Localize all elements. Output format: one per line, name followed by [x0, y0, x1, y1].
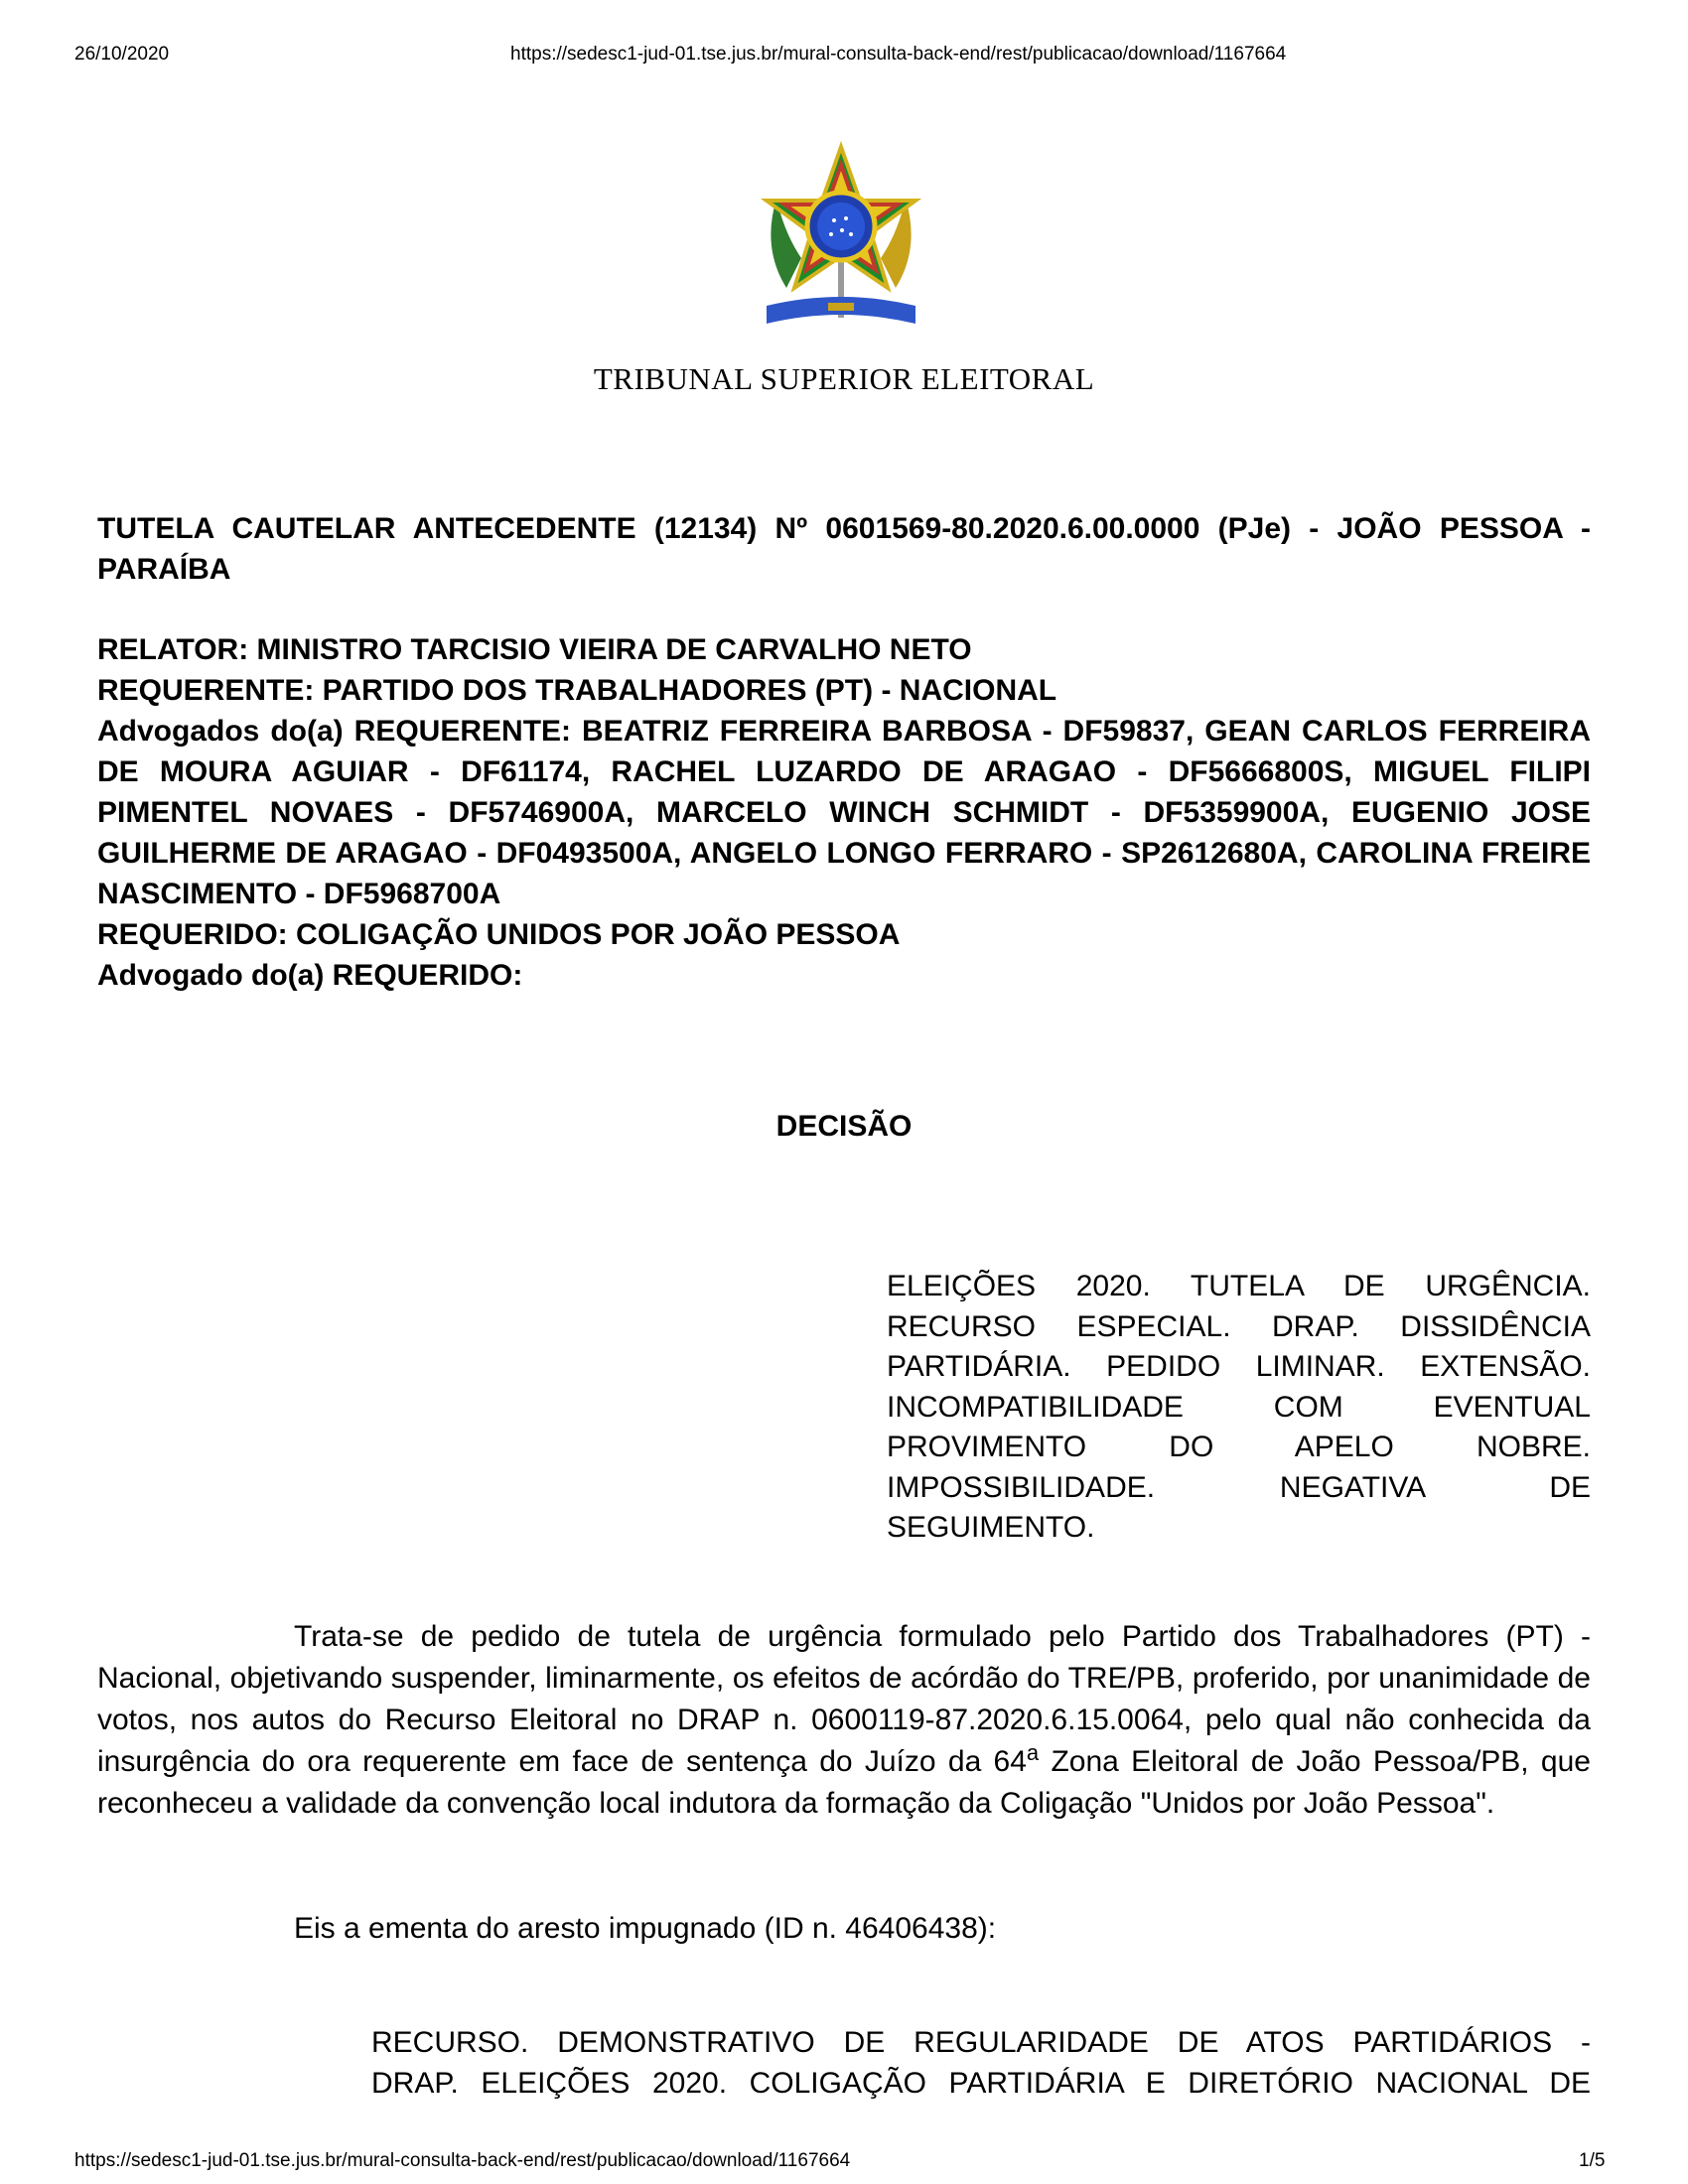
body-paragraph-2: Eis a ementa do aresto impugnado (ID n. 46406438):: [294, 1912, 997, 1945]
court-name: TRIBUNAL SUPERIOR ELEITORAL: [593, 361, 1095, 396]
ementa-line: RECURSO ESPECIAL. DRAP. DISSIDÊNCIA: [887, 1309, 1591, 1343]
requerido: REQUERIDO: COLIGAÇÃO UNIDOS POR JOÃO PESSOA: [97, 918, 901, 951]
quoted-ementa-line: DRAP. ELEIÇÕES 2020. COLIGAÇÃO PARTIDÁRIA E DIRETÓRIO NACIONAL DE: [371, 2066, 1591, 2100]
print-date: 26/10/2020: [74, 44, 170, 65]
advogados-requerente: Advogados do(a) REQUERENTE: BEATRIZ FERREIRA BARBOSA - DF59837, GEAN CARLOS FERREIRA DE MOURA AGUIAR - DF61174, RACHEL LUZARDO DE ARAGAO - DF5666800S, MIGUEL FILIPI PIMENTEL NOVAES - DF5746900A, MARCELO WINCH SCHMIDT - DF5359900A, EUGENIO JOSE GUILHERME DE ARAGAO - DF0493500A, ANGELO LONGO FERRARO - SP2612680A, CAROLINA FREIRE NASCIMENTO - DF5968700A: [97, 715, 1591, 910]
requerente: REQUERENTE: PARTIDO DOS TRABALHADORES (PT) - NACIONAL: [97, 674, 1057, 707]
advogado-requerido: Advogado do(a) REQUERIDO:: [97, 959, 523, 992]
ementa-line: SEGUIMENTO.: [887, 1511, 1095, 1544]
parties-block: [97, 629, 1591, 996]
brazil-coat-of-arms-icon: [757, 139, 925, 338]
ordinal-superscript: a: [1026, 1740, 1040, 1765]
paragraph-1-text-b: Zona Eleitoral de João Pessoa/PB, que reconheceu a validade da convenção local indutora da formação da Coligação "Unidos por João Pessoa".: [97, 1745, 1591, 1820]
decision-heading: DECISÃO: [775, 1110, 913, 1143]
ementa-line: ELEIÇÕES 2020. TUTELA DE URGÊNCIA.: [887, 1270, 1591, 1302]
ementa-line: PARTIDÁRIA. PEDIDO LIMINAR. EXTENSÃO.: [887, 1350, 1591, 1383]
ementa-line: INCOMPATIBILIDADE COM EVENTUAL: [887, 1390, 1591, 1424]
page-number: 1/5: [1579, 2150, 1606, 2171]
ementa-line: PROVIMENTO DO APELO NOBRE.: [887, 1431, 1591, 1463]
quoted-ementa-line: RECURSO. DEMONSTRATIVO DE REGULARIDADE DE ATOS PARTIDÁRIOS -: [371, 2026, 1591, 2059]
body-paragraph-1: [97, 1616, 1591, 1825]
case-title: TUTELA CAUTELAR ANTECEDENTE (12134) Nº 0601569-80.2020.6.00.0000 (PJe) - JOÃO PESSOA - PARAÍBA: [97, 512, 1591, 586]
print-url[interactable]: https://sedesc1-jud-01.tse.jus.br/mural-consulta-back-end/rest/publicacao/download/1167664: [510, 44, 1287, 65]
footer-url[interactable]: https://sedesc1-jud-01.tse.jus.br/mural-consulta-back-end/rest/publicacao/download/1167664: [74, 2150, 851, 2171]
ementa: [887, 1267, 1591, 1549]
paragraph-1-text-a: Trata-se de pedido de tutela de urgência formulado pelo Partido dos Trabalhadores (PT) - Nacional, objetivando suspender, liminarmente, os efeitos de acórdão do TRE/PB, proferido, por unanimidade de votos, nos autos do Recurso Eleitoral no DRAP n. 0600119-87.2020.6.15.0064, pelo qual não conhecida da insurgência do ora requerente em face de sentença do Juízo da 64: [97, 1620, 1591, 1778]
ementa-line: IMPOSSIBILIDADE. NEGATIVA DE: [887, 1470, 1591, 1504]
relator: RELATOR: MINISTRO TARCISIO VIEIRA DE CARVALHO NETO: [97, 633, 972, 666]
quoted-ementa: [371, 2023, 1591, 2104]
